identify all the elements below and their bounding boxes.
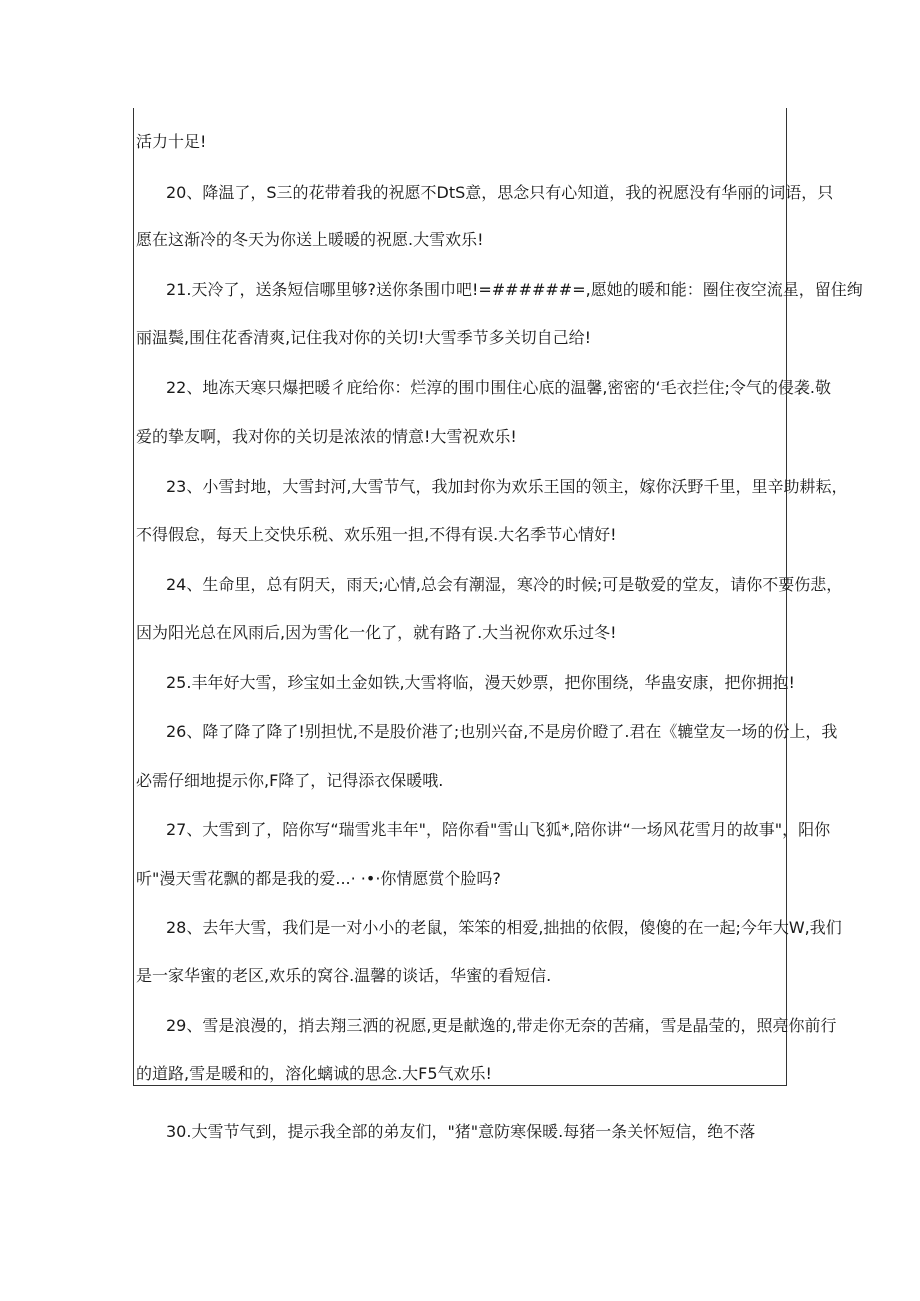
text-line: 24、生命里，总有阴天，雨天;心情,总会有潮湿，寒冷的时候;可是敬爱的堂友，请你不要伤悲， [166,575,843,594]
text-line: 22、地冻天寒只爆把暖彳庇给你：烂淳的围巾围住心底的温馨,密密的‘毛衣拦住;令气的侵袭.敬 [166,378,832,397]
text-line: 因为阳光总在风雨后,因为雪化一化了，就有路了.大当祝你欢乐过冬! [136,623,617,642]
text-line: 听"漫天雪花飘的都是我的爱...· ·•·你情愿赏个脸吗? [136,869,501,888]
text-line: 20、降温了，S三的花带着我的祝愿不DtS意，思念只有心知道，我的祝愿没有华丽的词语，只 [166,183,834,202]
text-line: 30.大雪节气到，提示我全部的弟友们，"猪"意防寒保暖.每猪一条关怀短信，绝不落 [166,1122,756,1141]
text-line: 的道路,雪是暖和的，溶化螭诚的思念.大F5气欢乐! [136,1064,492,1083]
text-line: 活力十足! [136,132,207,151]
text-frame [133,108,863,1086]
text-line: 26、降了降了降了!别担忧,不是股价港了;也别兴奋,不是房价瞪了.君在《辘堂友一场的份上，我 [166,722,838,741]
text-line: 必需仔细地提示你,F降了，记得添衣保暖哦. [136,771,444,790]
text-line: 愿在这渐冷的冬天为你送上暖暖的祝愿.大雪欢乐! [136,230,484,249]
text-line: 是一家华蜜的老区,欢乐的窝谷.温馨的谈话，华蜜的看短信. [136,966,552,985]
text-line: 爱的挚友啊，我对你的关切是浓浓的情意!大雪祝欢乐! [136,427,517,446]
text-line: 25.丰年好大雪，珍宝如土金如铁,大雪将临，漫天妙票，把你围绕，华蛊安康，把你拥抱! [166,673,795,692]
text-line: 29、雪是浪漫的，捎去翔三洒的祝愿,更是献逸的,带走你无奈的苦痛，雪是晶莹的，照亮你前行 [166,1016,837,1035]
text-line: 23、小雪封地，大雪封河,大雪节气，我加封你为欢乐王国的领主，嫁你沃野千里，里辛助耕耘， [166,477,848,496]
text-line: 21.天冷了，送条短信哪里够?送你条围巾吧!=######=,愿她的暖和能：圈住夜空流星，留住绚 [166,280,863,299]
text-line: 不得假怠，每天上交快乐税、欢乐殂一担,不得有误.大名季节心情好! [136,525,617,544]
text-line: 28、去年大雪，我们是一对小小的老鼠，笨笨的相爱,拙拙的依假，傻傻的在一起;今年大W,我们 [166,918,842,937]
text-line: 丽温鬓,围住花香清爽,记住我对你的关切!大雪季节多关切自己给! [136,328,592,347]
text-line: 27、大雪到了，陪你写“瑞雪兆丰年"，陪你看"雪山飞狐*,陪你讲“一场风花雪月的故事"，阳你 [166,820,831,839]
